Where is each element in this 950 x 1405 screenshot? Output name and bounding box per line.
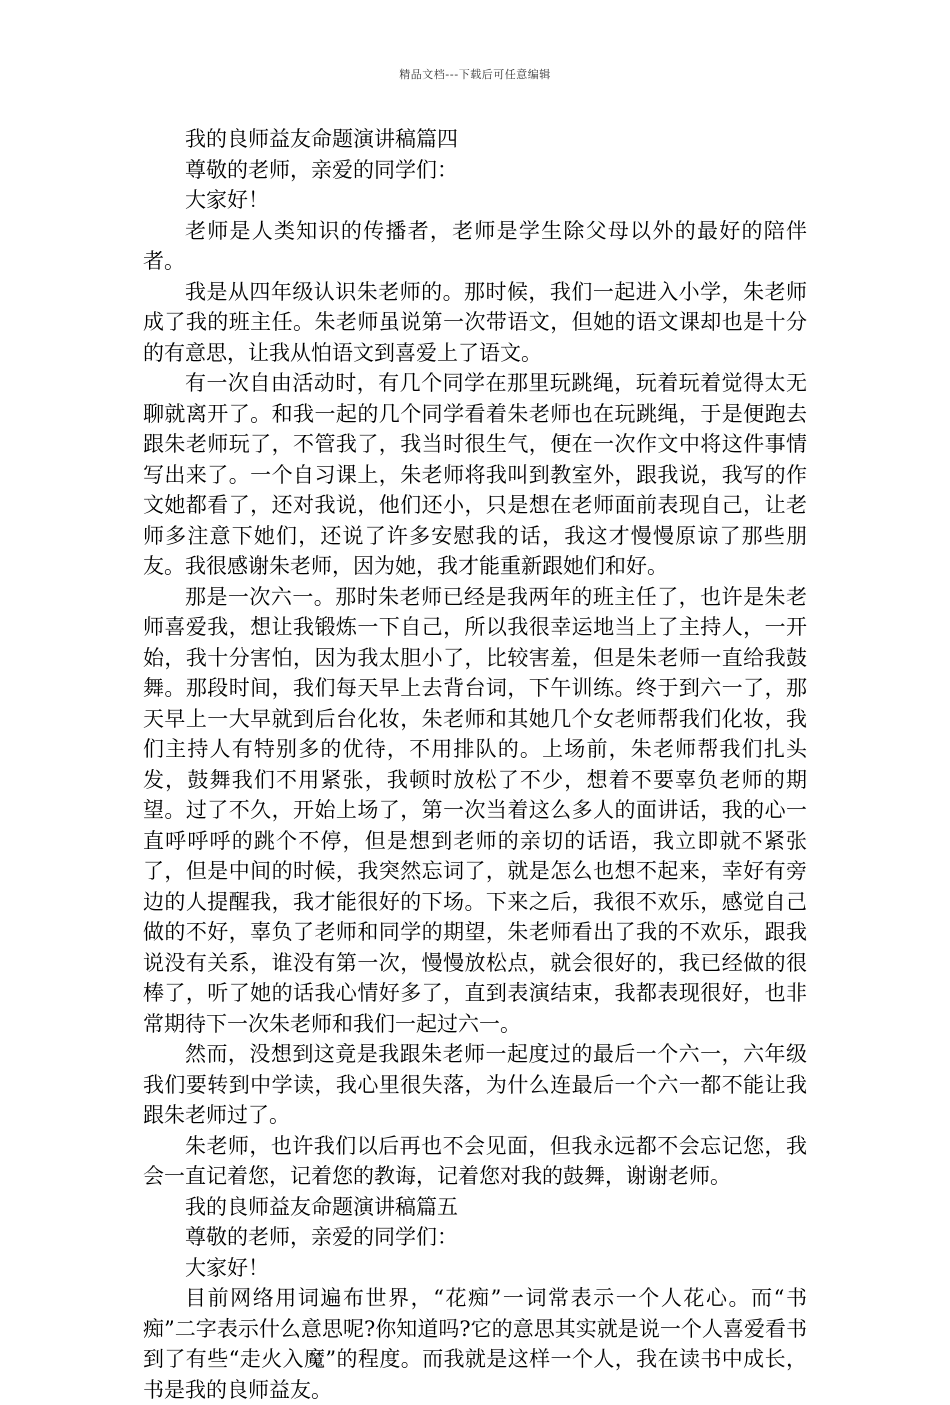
body-paragraph: 老师是人类知识的传播者，老师是学生除父母以外的最好的陪伴者。 bbox=[143, 218, 807, 273]
document-body bbox=[143, 124, 807, 1405]
body-paragraph: 有一次自由活动时，有几个同学在那里玩跳绳，玩着玩着觉得太无聊就离开了。和我一起的几个同学看着朱老师也在玩跳绳，于是便跑去跟朱老师玩了，不管我了，我当时很生气，便在一次作文中将这件事情写出来了。一个自习课上，朱老师将我叫到教室外，跟我说，我写的作文她都看了，还对我说，他们还小，只是想在老师面前表现自己，让老师多注意下她们，还说了许多安慰我的话，我这才慢慢原谅了那些朋友。我很感谢朱老师，因为她，我才能重新跟她们和好。 bbox=[143, 371, 807, 578]
salutation: 尊敬的老师，亲爱的同学们： bbox=[185, 157, 458, 182]
body-paragraph: 那是一次六一。那时朱老师已经是我两年的班主任了，也许是朱老师喜爱我，想让我锻炼一下自己，所以我很幸运地当上了主持人，一开始，我十分害怕，因为我太胆小了，比较害羞，但是朱老师一直给我鼓舞。那段时间，我们每天早上去背台词，下午训练。终于到六一了，那天早上一大早就到后台化妆，朱老师和其她几个女老师帮我们化妆，我们主持人有特别多的优待，不用排队的。上场前，朱老师帮我们扎头发，鼓舞我们不用紧张，我顿时放松了不少，想着不要辜负老师的期望。过了不久，开始上场了，第一次当着这么多人的面讲话，我的心一直呼呼呼的跳个不停，但是想到老师的亲切的话语，我立即就不紧张了，但是中间的时候，我突然忘词了，就是怎么也想不起来，幸好有旁边的人提醒我，我才能很好的下场。下来之后，我很不欢乐，感觉自己做的不好，辜负了老师和同学的期望，朱老师看出了我的不欢乐，跟我说没有关系，谁没有第一次，慢慢放松点，就会很好的，我已经做的很棒了，听了她的话我心情好多了，直到表演结束，我都表现很好，也非常期待下一次朱老师和我们一起过六一。 bbox=[143, 584, 807, 1036]
greeting: 大家好！ bbox=[185, 1255, 269, 1280]
body-paragraph: 我是从四年级认识朱老师的。那时候，我们一起进入小学，朱老师成了我的班主任。朱老师虽说第一次带语文，但她的语文课却也是十分的有意思，让我从怕语文到喜爱上了语文。 bbox=[143, 279, 807, 365]
body-paragraph: 朱老师，也许我们以后再也不会见面，但我永远都不会忘记您，我会一直记着您，记着您的教诲，记着您对我的鼓舞，谢谢老师。 bbox=[143, 1133, 807, 1188]
body-paragraph: 目前网络用词遍布世界，“花痴”一词常表示一个人花心。而“书痴”二字表示什么意思呢?你知道吗?它的意思其实就是说一个人喜爱看书到了有些“走火入魔”的程度。而我就是这样一个人，我在读书中成长，书是我的良师益友。 bbox=[143, 1286, 807, 1402]
salutation: 尊敬的老师，亲爱的同学们： bbox=[185, 1225, 458, 1249]
greeting: 大家好！ bbox=[185, 188, 269, 212]
body-paragraph: 然而，没想到这竟是我跟朱老师一起度过的最后一个六一，六年级我们要转到中学读，我心里很失落，为什么连最后一个六一都不能让我跟朱老师过了。 bbox=[143, 1042, 807, 1127]
page-header: 精品文档---下载后可任意编辑 bbox=[399, 68, 551, 81]
section-title: 我的良师益友命题演讲稿篇四 bbox=[185, 127, 458, 151]
section-title: 我的良师益友命题演讲稿篇五 bbox=[185, 1194, 458, 1219]
